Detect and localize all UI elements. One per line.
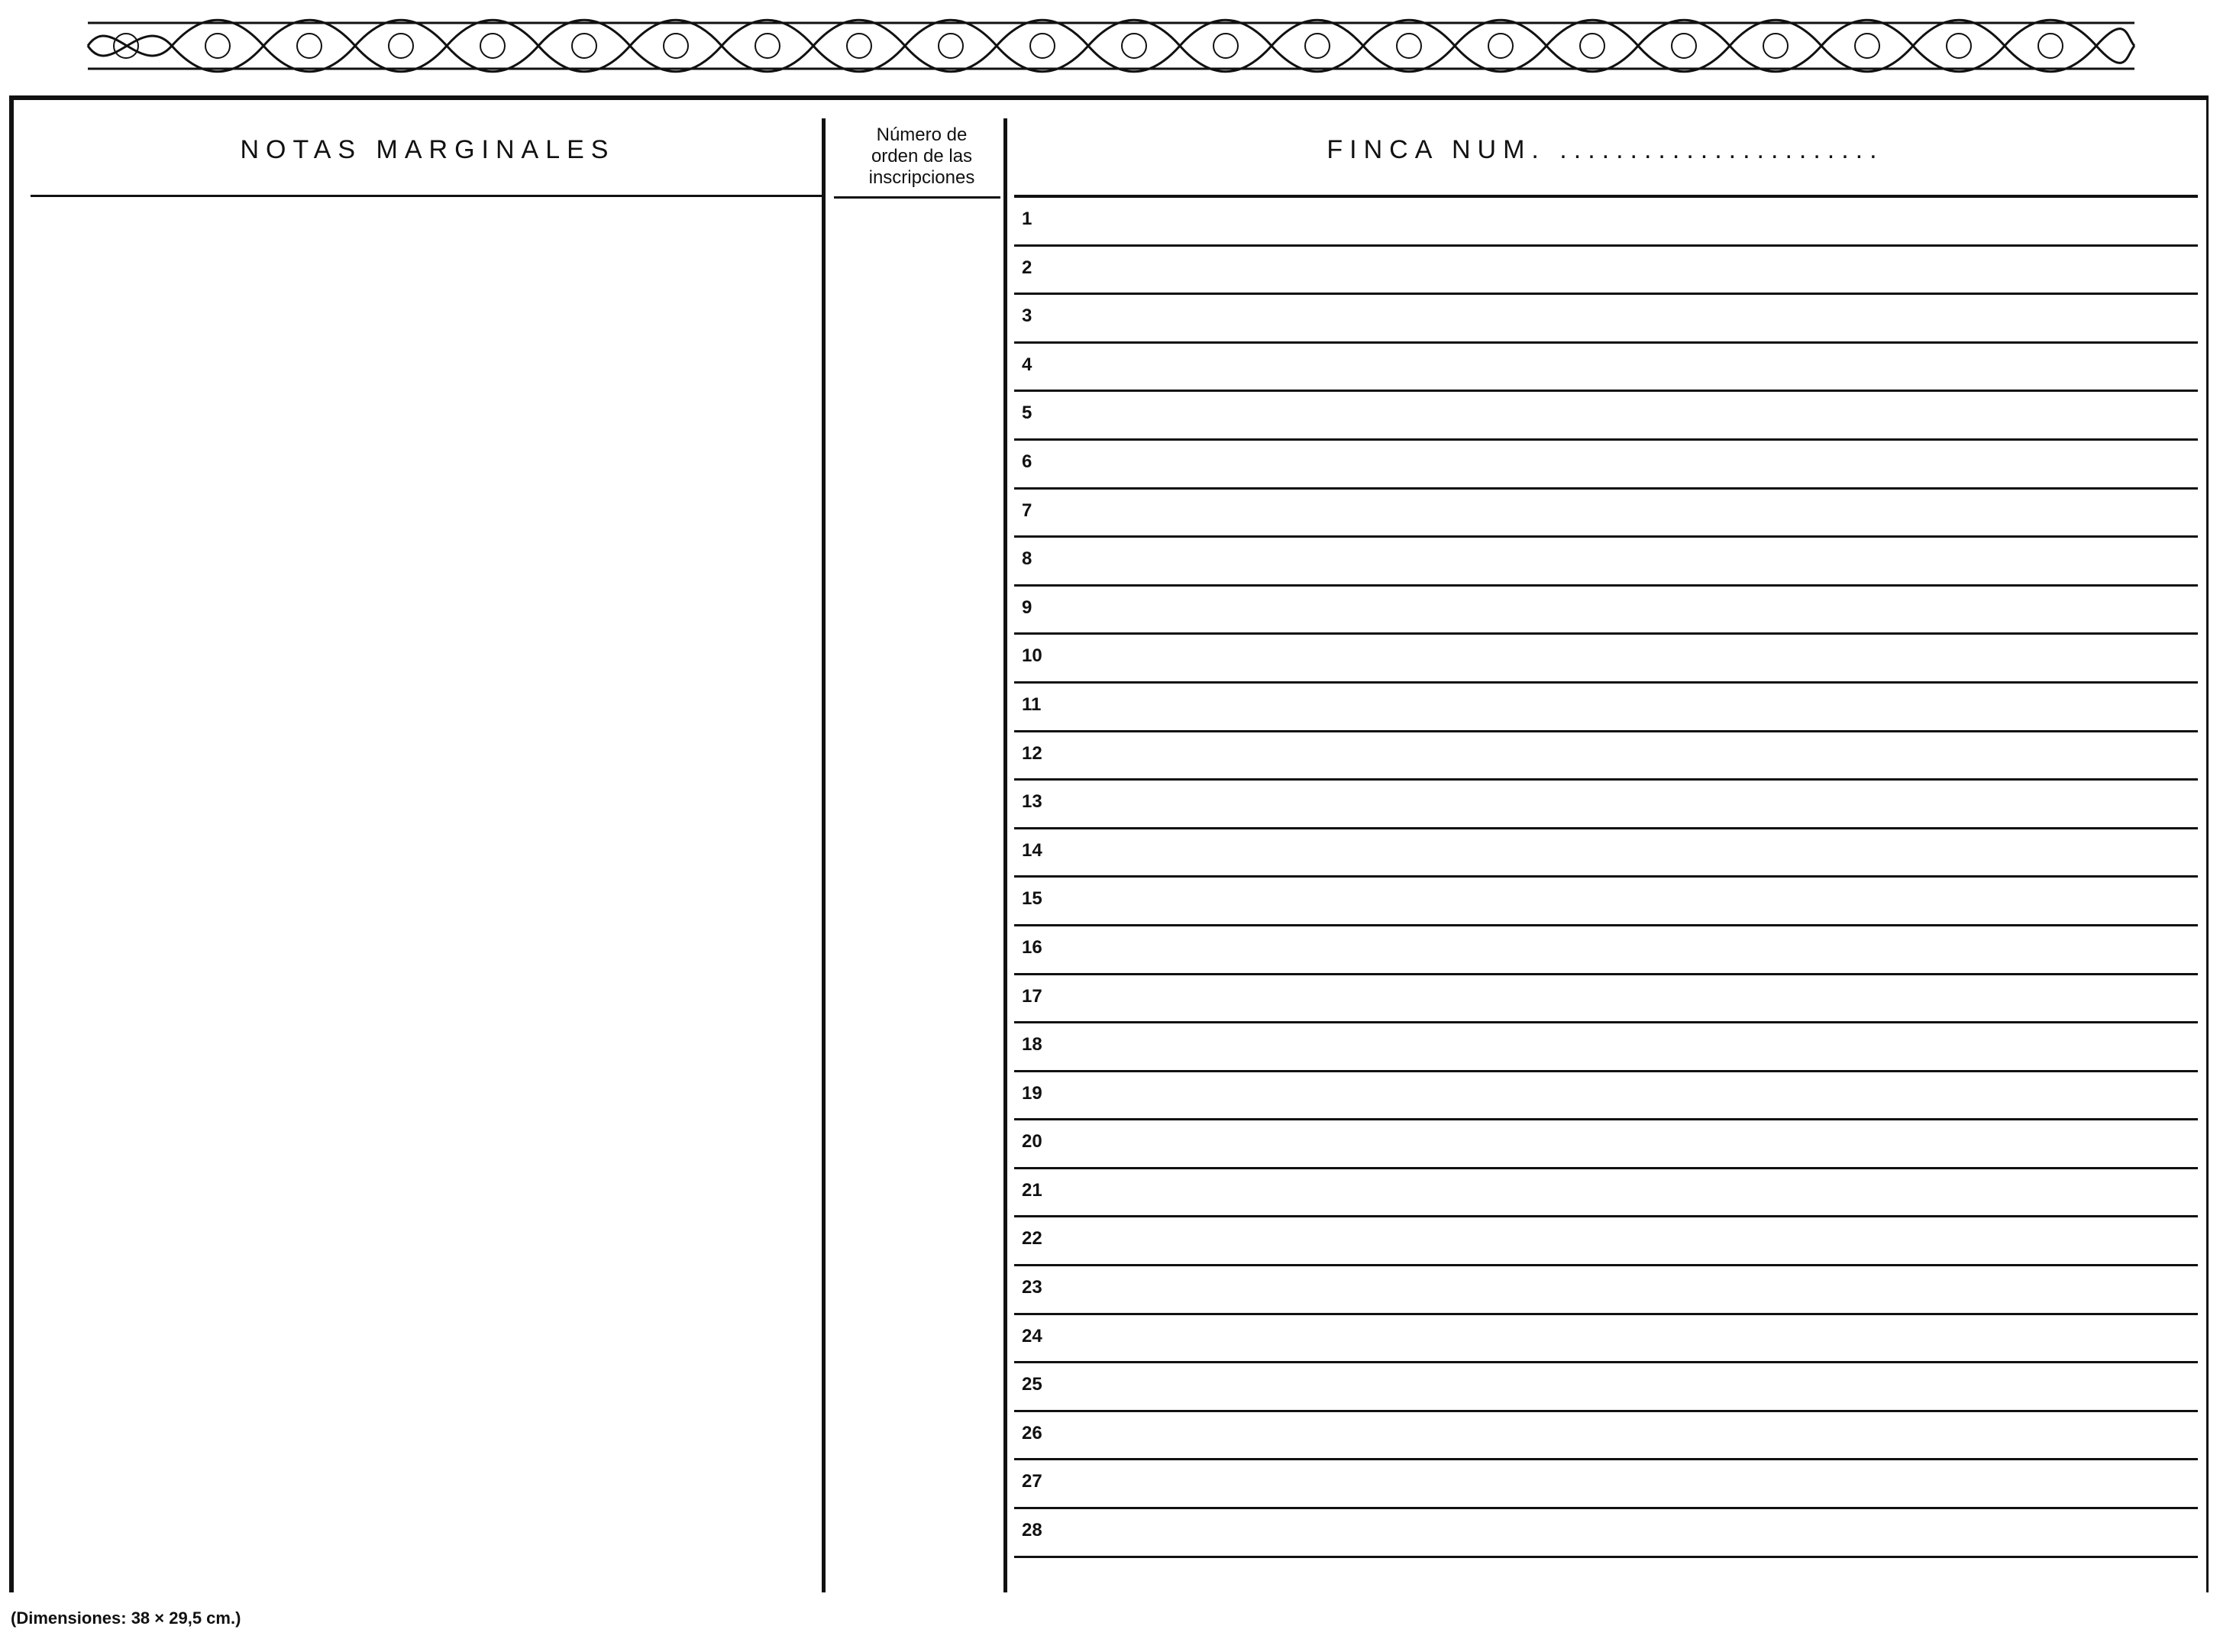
order-header-line: Número de: [876, 124, 968, 145]
row-number: 4: [1022, 354, 1032, 375]
row-number: 19: [1022, 1082, 1042, 1104]
order-header-line: orden de las: [871, 146, 973, 166]
inscription-row[interactable]: [1014, 198, 2198, 247]
inscription-row[interactable]: [1014, 684, 2198, 732]
row-number: 17: [1022, 985, 1042, 1007]
row-number: 20: [1022, 1131, 1042, 1153]
row-number: 2: [1022, 257, 1032, 278]
inscription-rows: [1014, 198, 2198, 1558]
inscription-row[interactable]: [1014, 878, 2198, 926]
decorative-ornament-border: [80, 8, 2142, 84]
inscription-row[interactable]: [1014, 1266, 2198, 1315]
order-number-header: [834, 124, 1010, 189]
row-number: 8: [1022, 548, 1032, 570]
order-number-rule: [834, 196, 1000, 199]
inscription-row[interactable]: [1014, 587, 2198, 635]
inscription-row[interactable]: [1014, 1412, 2198, 1461]
row-number: 14: [1022, 839, 1042, 861]
inscription-row[interactable]: [1014, 926, 2198, 975]
inscription-row[interactable]: [1014, 344, 2198, 393]
row-number: 6: [1022, 451, 1032, 472]
inscription-row[interactable]: [1014, 1315, 2198, 1364]
inscription-row[interactable]: [1014, 1460, 2198, 1509]
marginal-notes-rule: [31, 195, 825, 197]
inscription-row[interactable]: [1014, 392, 2198, 441]
row-number: 1: [1022, 209, 1032, 229]
frame-left-rule: [9, 95, 14, 1592]
inscription-row[interactable]: [1014, 441, 2198, 490]
inscription-row[interactable]: [1014, 1169, 2198, 1218]
row-number: 15: [1022, 888, 1042, 910]
marginal-notes-header: NOTAS MARGINALES: [240, 135, 616, 164]
finca-number-header: FINCA NUM. .......................: [1327, 135, 1884, 164]
frame-right-rule: [2206, 95, 2209, 1592]
row-number: 24: [1022, 1325, 1042, 1346]
row-number: 26: [1022, 1422, 1042, 1443]
inscription-row[interactable]: [1014, 295, 2198, 344]
row-number: 22: [1022, 1228, 1042, 1250]
registry-form: [9, 95, 2209, 1592]
column-divider-marginal: [822, 118, 826, 1592]
row-number: 10: [1022, 645, 1042, 667]
inscription-row[interactable]: [1014, 829, 2198, 878]
row-number: 18: [1022, 1034, 1042, 1056]
row-number: 11: [1022, 693, 1042, 715]
inscription-row[interactable]: [1014, 1363, 2198, 1412]
inscription-row[interactable]: [1014, 1217, 2198, 1266]
frame-top-rule: [9, 95, 2209, 100]
order-header-line: inscripciones: [868, 167, 975, 188]
row-number: 25: [1022, 1374, 1042, 1395]
row-number: 12: [1022, 742, 1042, 764]
dimensions-note: (Dimensiones: 38 × 29,5 cm.): [11, 1608, 241, 1628]
inscription-row[interactable]: [1014, 490, 2198, 538]
inscription-row[interactable]: [1014, 1023, 2198, 1072]
column-divider-order: [1003, 118, 1007, 1592]
inscription-row[interactable]: [1014, 247, 2198, 296]
inscription-row[interactable]: [1014, 781, 2198, 829]
row-number: 13: [1022, 791, 1042, 813]
inscription-row[interactable]: [1014, 538, 2198, 587]
row-number: 28: [1022, 1520, 1042, 1541]
row-number: 9: [1022, 596, 1032, 618]
inscription-row[interactable]: [1014, 635, 2198, 684]
inscription-row[interactable]: [1014, 1509, 2198, 1558]
row-number: 16: [1022, 936, 1042, 958]
row-number: 7: [1022, 499, 1032, 521]
inscription-row[interactable]: [1014, 1072, 2198, 1121]
row-number: 3: [1022, 306, 1032, 327]
row-number: 5: [1022, 402, 1032, 424]
inscription-row[interactable]: [1014, 975, 2198, 1024]
row-number: 27: [1022, 1471, 1042, 1492]
inscription-row[interactable]: [1014, 732, 2198, 781]
row-number: 21: [1022, 1179, 1042, 1201]
row-number: 23: [1022, 1277, 1042, 1298]
inscription-row[interactable]: [1014, 1120, 2198, 1169]
